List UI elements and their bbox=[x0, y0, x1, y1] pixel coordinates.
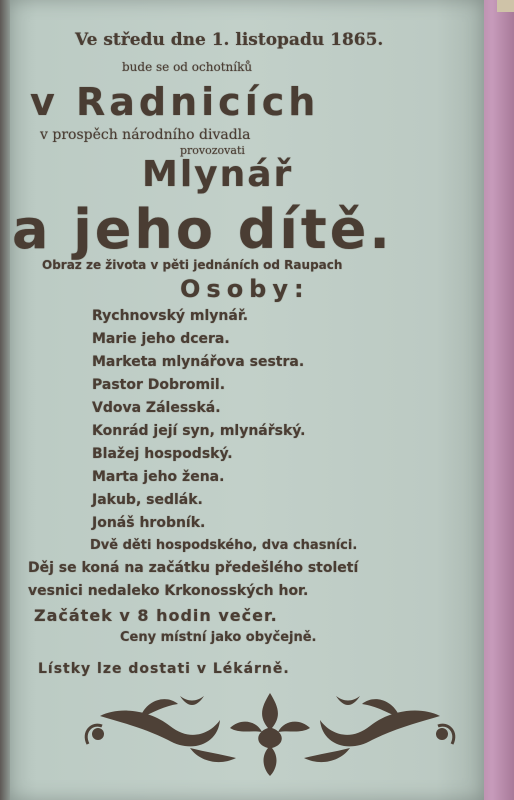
cast-item: Rychnovský mlynář. bbox=[92, 308, 249, 324]
cast-item: Marta jeho žena. bbox=[92, 469, 225, 485]
cast-item: Vdova Zálesská. bbox=[92, 400, 221, 416]
setting-line-2: vesnici nedaleko Krkonosských hor. bbox=[28, 583, 309, 599]
title-line-1: Mlynář bbox=[142, 154, 294, 195]
place-line: v Radnicích bbox=[30, 80, 320, 124]
tab-label-stub bbox=[497, 0, 514, 12]
start-time-line: Začátek v 8 hodin večer. bbox=[34, 606, 278, 625]
prices-line: Ceny místní jako obyčejně. bbox=[120, 630, 317, 645]
tickets-line: Lístky lze dostati v Lékárně. bbox=[38, 661, 290, 677]
title-line-2: a jeho dítě. bbox=[12, 198, 393, 261]
cast-item: Blažej hospodský. bbox=[92, 446, 233, 462]
osoby-heading: Osoby: bbox=[180, 275, 310, 303]
cast-item: Konrád její syn, mlynářský. bbox=[92, 423, 306, 439]
bude-line: bude se od ochotníků bbox=[122, 60, 253, 74]
provozovati-line: provozovati bbox=[180, 144, 245, 157]
cast-item: Dvě děti hospodského, dva chasníci. bbox=[90, 538, 358, 553]
cast-item: Marketa mlynářova sestra. bbox=[92, 354, 305, 370]
cast-item: Pastor Dobromil. bbox=[92, 377, 226, 393]
subtitle-line: Obraz ze života v pěti jednáních od Raupach bbox=[42, 258, 343, 272]
cast-item: Marie jeho dcera. bbox=[92, 331, 230, 347]
cast-item: Jonáš hrobník. bbox=[92, 515, 206, 531]
cast-item: Jakub, sedlák. bbox=[92, 492, 203, 508]
benefit-line: v prospěch národního divadla bbox=[40, 127, 251, 143]
date-line: Ve středu dne 1. listopadu 1865. bbox=[75, 30, 384, 50]
setting-line-1: Děj se koná na začátku předešlého století bbox=[28, 560, 359, 576]
floral-ornament bbox=[80, 688, 460, 778]
